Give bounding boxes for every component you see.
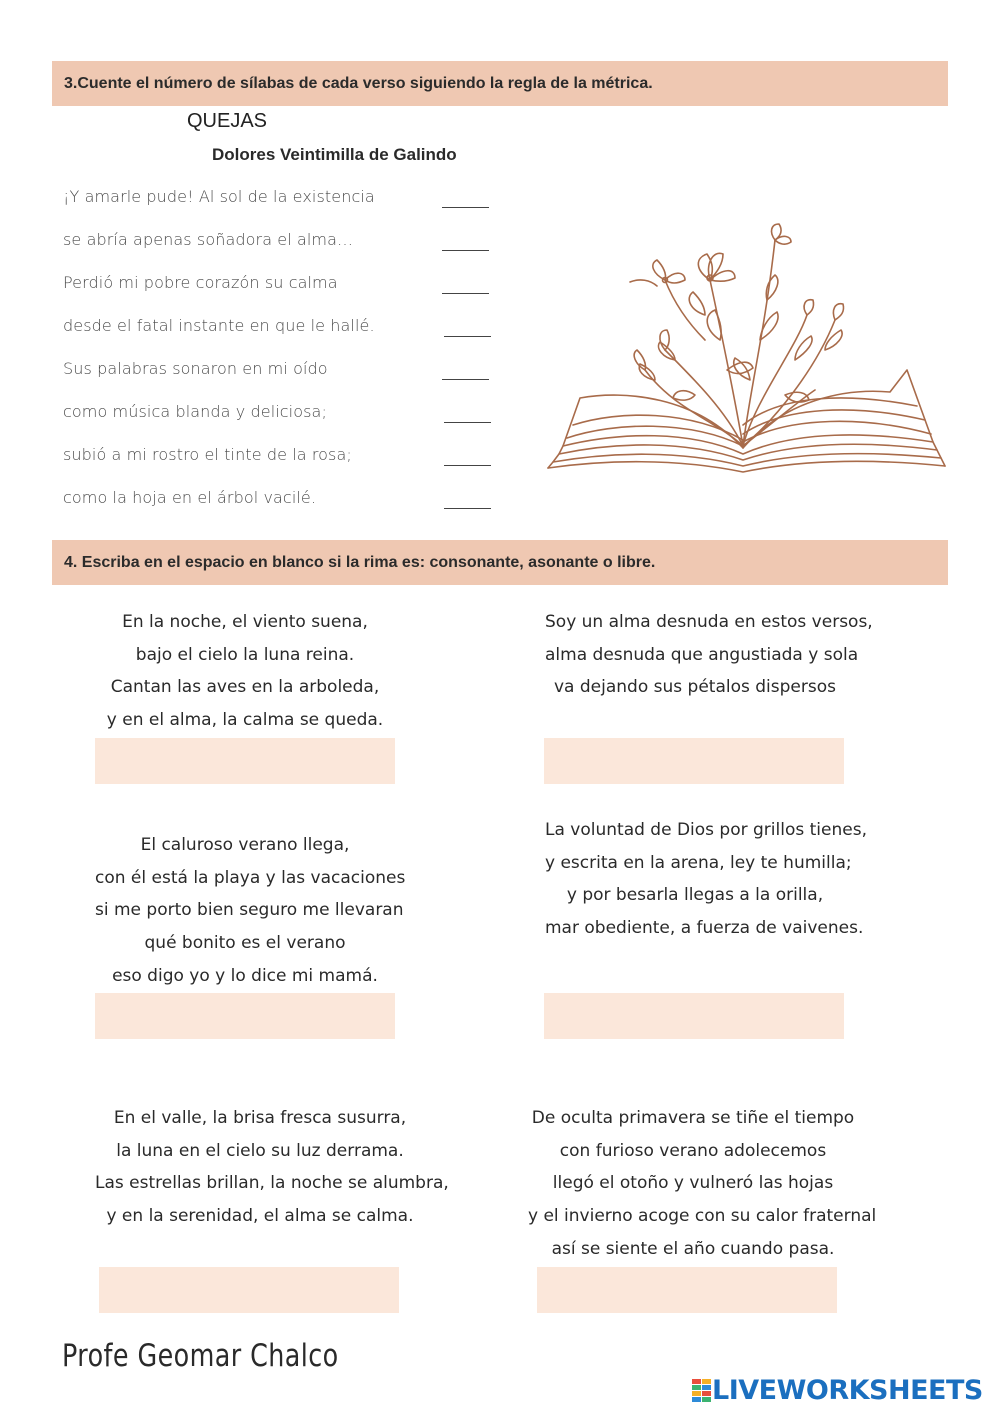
stanza-line: si me porto bien seguro me llevaran [95, 900, 404, 921]
stanza-line: alma desnuda que angustiada y sola [545, 644, 859, 665]
author-signature: Profe Geomar Chalco [62, 1338, 339, 1374]
stanza-line: llegó el otoño y vulneró las hojas [552, 1173, 834, 1194]
rhyme-answer-input-1[interactable] [95, 738, 395, 784]
stanza-line: la luna en el cielo su luz derrama. [116, 1140, 404, 1161]
syllable-count-input-2[interactable] [442, 228, 489, 251]
section-3-heading: 3.Cuente el número de sílabas de cada verso siguiendo la regla de la métrica. [52, 61, 948, 106]
liveworksheets-icon [692, 1379, 712, 1403]
stanza-line: y en el alma, la calma se queda. [106, 710, 384, 731]
stanza-line: En la noche, el viento suena, [122, 612, 368, 632]
syllable-count-input-8[interactable] [444, 486, 491, 509]
syllable-count-input-3[interactable] [442, 271, 489, 294]
stanza-line: La voluntad de Dios por grillos tienes, [545, 820, 867, 840]
verse-line: como la hoja en el árbol vacilé. [63, 488, 317, 507]
rhyme-answer-input-2[interactable] [544, 738, 844, 784]
rhyme-answer-input-6[interactable] [537, 1267, 837, 1313]
verse-line: ¡Y amarle pude! Al sol de la existencia [63, 187, 375, 206]
book-flowers-illustration [545, 220, 950, 480]
section-4-heading: 4. Escriba en el espacio en blanco si la rima es: consonante, asonante o libre. [52, 540, 948, 585]
stanza-line: con él está la playa y las vacaciones [95, 867, 406, 888]
syllable-count-input-4[interactable] [444, 314, 491, 337]
stanza-line: así se siente el año cuando pasa. [551, 1238, 835, 1259]
liveworksheets-brand: LIVEWORKSHEETS [712, 1375, 983, 1406]
verse-line: desde el fatal instante en que le hallé. [63, 316, 375, 335]
verse-line: Sus palabras sonaron en mi oído [63, 359, 328, 378]
stanza-2 [545, 606, 873, 704]
stanza-line: y escrita en la arena, ley te humilla; [545, 852, 852, 873]
rhyme-answer-input-5[interactable] [99, 1267, 399, 1313]
stanza-line: eso digo yo y lo dice mi mamá. [112, 965, 378, 986]
stanza-line: y el invierno acoge con su calor fraternal [528, 1206, 877, 1227]
stanza-line: qué bonito es el verano [144, 933, 346, 954]
liveworksheets-logo [692, 1375, 983, 1406]
stanza-line: De oculta primavera se tiñe el tiempo [531, 1108, 855, 1128]
verse-line: se abría apenas soñadora el alma… [63, 230, 354, 249]
stanza-line: y en la serenidad, el alma se calma. [106, 1206, 414, 1227]
stanza-3 [95, 829, 406, 993]
rhyme-answer-input-3[interactable] [95, 993, 395, 1039]
stanza-line: bajo el cielo la luna reina. [135, 644, 355, 665]
verse-line: Perdió mi pobre corazón su calma [63, 273, 338, 292]
stanza-line: con furioso verano adolecemos [559, 1140, 827, 1161]
poem-title: QUEJAS [187, 110, 268, 132]
syllable-count-input-6[interactable] [444, 400, 491, 423]
stanza-line: Cantan las aves en la arboleda, [110, 677, 380, 698]
stanza-4 [545, 814, 867, 945]
verse-line: como música blanda y deliciosa; [63, 402, 327, 421]
stanza-line: y por besarla llegas a la orilla, [566, 885, 824, 906]
verse-line: subió a mi rostro el tinte de la rosa; [63, 445, 352, 464]
syllable-count-input-5[interactable] [442, 357, 489, 380]
stanza-line: Las estrellas brillan, la noche se alumbra, [95, 1173, 449, 1194]
stanza-line: mar obediente, a fuerza de vaivenes. [545, 918, 864, 939]
rhyme-answer-input-4[interactable] [544, 993, 844, 1039]
stanza-1 [95, 606, 395, 737]
stanza-line: El caluroso verano llega, [140, 835, 350, 855]
poem-author: Dolores Veintimilla de Galindo [212, 145, 457, 164]
stanza-6 [528, 1102, 877, 1266]
syllable-count-input-7[interactable] [444, 443, 491, 466]
stanza-5 [95, 1102, 449, 1233]
syllable-count-input-1[interactable] [442, 185, 489, 208]
stanza-line: va dejando sus pétalos dispersos [554, 677, 836, 698]
stanza-line: Soy un alma desnuda en estos versos, [545, 612, 873, 632]
stanza-line: En el valle, la brisa fresca susurra, [113, 1108, 407, 1128]
